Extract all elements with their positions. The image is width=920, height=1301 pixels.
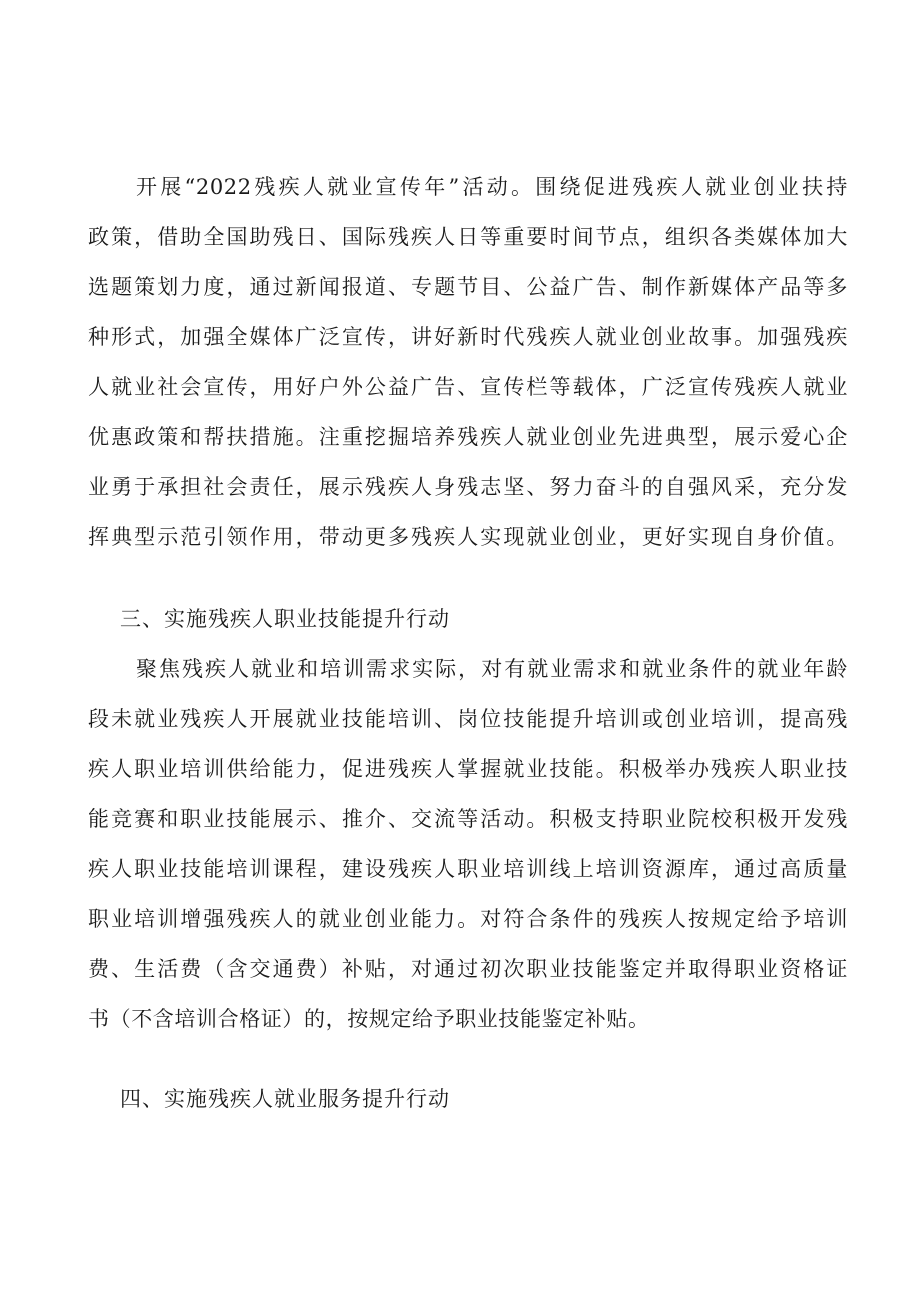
paragraph-line: 聚焦残疾人就业和培训需求实际，对有就业需求和就业条件的就业年龄 — [136, 657, 848, 681]
paragraph-line: 人就业社会宣传，用好户外公益广告、宣传栏等载体，广泛宣传残疾人就业 — [88, 375, 848, 399]
paragraph-line: 费、生活费（含交通费）补贴，对通过初次职业技能鉴定并取得职业资格证 — [88, 957, 848, 981]
paragraph-line: 职业培训增强残疾人的就业创业能力。对符合条件的残疾人按规定给予培训 — [88, 907, 848, 931]
paragraph-line: 业勇于承担社会责任，展示残疾人身残志坚、努力奋斗的自强风采，充分发 — [88, 475, 848, 499]
paragraph-line: 政策，借助全国助残日、国际残疾人日等重要时间节点，组织各类媒体加大 — [88, 225, 848, 249]
paragraph-line: 选题策划力度，通过新闻报道、专题节目、公益广告、制作新媒体产品等多 — [88, 275, 848, 299]
paragraph-line: 疾人职业技能培训课程，建设残疾人职业培训线上培训资源库，通过高质量 — [88, 857, 848, 881]
paragraph-line: 优惠政策和帮扶措施。注重挖掘培养残疾人就业创业先进典型，展示爱心企 — [88, 425, 848, 449]
paragraph-line: 挥典型示范引领作用，带动更多残疾人实现就业创业，更好实现自身价值。 — [88, 525, 848, 549]
paragraph-line: 书（不含培训合格证）的，按规定给予职业技能鉴定补贴。 — [88, 1007, 650, 1031]
section-heading-4: 四、实施残疾人就业服务提升行动 — [120, 1087, 450, 1111]
paragraph-line: 种形式，加强全媒体广泛宣传，讲好新时代残疾人就业创业故事。加强残疾 — [88, 325, 848, 349]
paragraph-line: 开展“2022残疾人就业宣传年”活动。围绕促进残疾人就业创业扶持 — [136, 175, 848, 199]
paragraph-line: 疾人职业培训供给能力，促进残疾人掌握就业技能。积极举办残疾人职业技 — [88, 757, 848, 781]
section-heading-3: 三、实施残疾人职业技能提升行动 — [120, 607, 450, 631]
paragraph-line: 能竞赛和职业技能展示、推介、交流等活动。积极支持职业院校积极开发残 — [88, 807, 848, 831]
paragraph-line: 段未就业残疾人开展就业技能培训、岗位技能提升培训或创业培训，提高残 — [88, 707, 848, 731]
